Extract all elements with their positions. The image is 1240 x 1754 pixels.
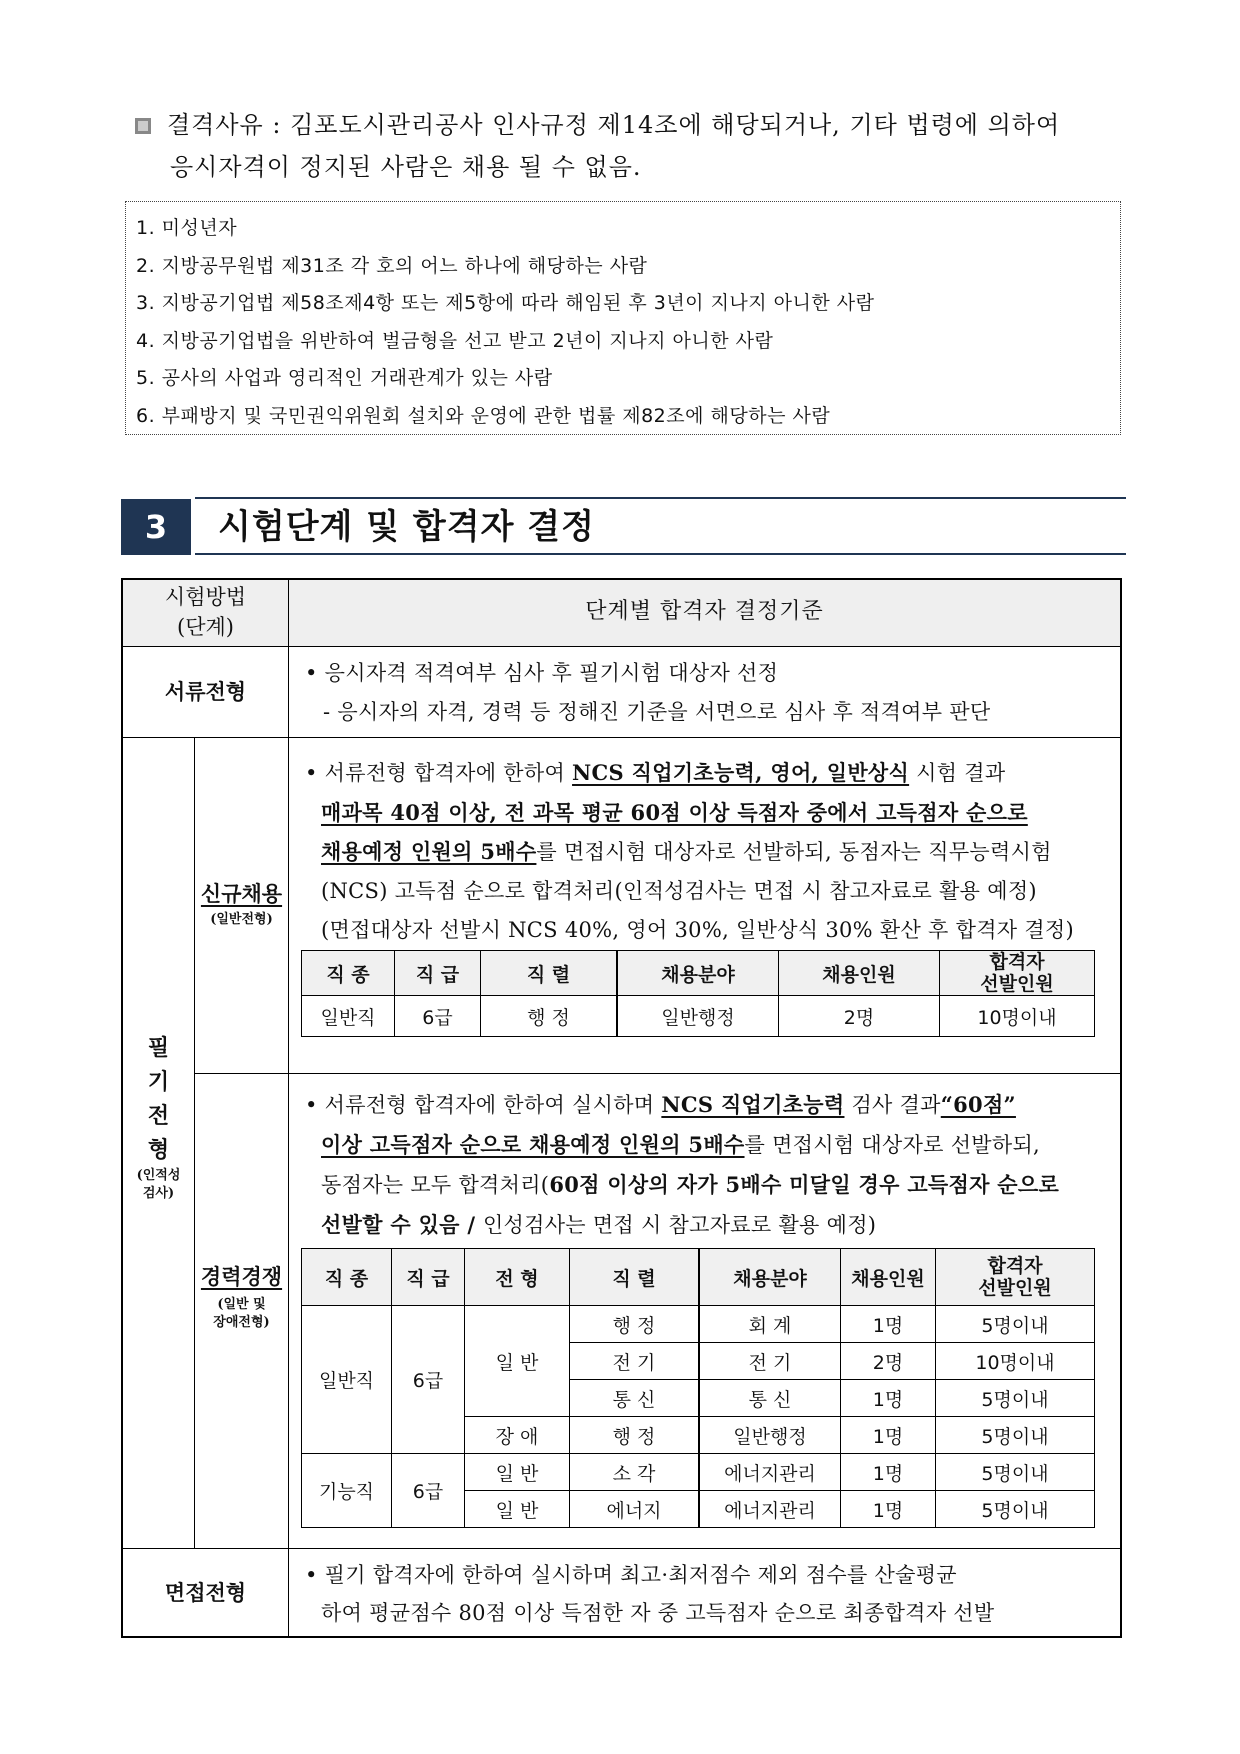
cell: 행 정 <box>570 1306 700 1343</box>
header-method <box>123 582 288 642</box>
stage-interview-label: 면접전형 <box>164 1580 247 1605</box>
cell: 행 정 <box>481 996 618 1037</box>
th-count: 채용인원 <box>779 951 940 996</box>
th-type: 직 종 <box>302 951 395 996</box>
career-label <box>195 1262 288 1332</box>
interview-line-1: • 필기 합격자에 한하여 실시하며 최고·최저점수 제외 점수를 산술평균 <box>305 1563 957 1587</box>
text-emph: 60점 이상의 자가 5배수 미달일 경우 고득점자 순으로 <box>549 1172 1060 1197</box>
cell: 일반직 <box>302 1306 392 1454</box>
cell: 6급 <box>392 1454 465 1528</box>
disqualification-intro <box>135 104 1120 188</box>
th-selected-2: 선발인원 <box>978 1277 1052 1299</box>
cell: 1명 <box>841 1306 936 1343</box>
written-char: 기 <box>147 1069 170 1095</box>
new-hire-line-1 <box>305 753 1115 793</box>
square-bullet-icon <box>135 118 151 134</box>
list-item: 5. 공사의 사업과 영리적인 거래관계가 있는 사람 <box>136 367 553 389</box>
new-hire-line-4: (NCS) 고득점 순으로 합격처리(인적성검사는 면접 시 참고자료로 활용 예정) <box>321 879 1037 903</box>
list-item: 3. 지방공기업법 제58조제4항 또는 제5항에 따라 해임된 후 3년이 지나지 아니한 사람 <box>136 292 875 314</box>
career-quota-table <box>301 1248 1095 1528</box>
cell: 1명 <box>841 1380 936 1417</box>
intro-text-1: 결격사유 : 김포도시관리공사 인사규정 제14조에 해당되거나, 기타 법령에 의하여 <box>167 111 1061 139</box>
header-method-2: (단계) <box>177 615 234 639</box>
cell: 일 반 <box>465 1491 570 1528</box>
cell: 에너지관리 <box>699 1491 841 1528</box>
th-track: 전 형 <box>465 1249 570 1306</box>
cell: 5명이내 <box>936 1306 1095 1343</box>
stage-interview-criteria <box>305 1556 1120 1632</box>
row-divider <box>194 1073 1122 1074</box>
th-field: 채용분야 <box>617 951 779 996</box>
written-char: 형 <box>147 1137 170 1163</box>
disqualification-list <box>125 201 1121 435</box>
new-hire-criteria <box>305 753 1115 950</box>
cell: 일반행정 <box>699 1417 841 1454</box>
written-sub-1: (인적성 <box>136 1168 181 1183</box>
career-sub-1: (일반 및 <box>217 1297 266 1312</box>
doc-line-1: • 응시자격 적격여부 심사 후 필기시험 대상자 선정 <box>305 661 779 685</box>
cell: 일 반 <box>465 1454 570 1491</box>
th-series: 직 렬 <box>570 1249 700 1306</box>
text-emph: 채용예정 인원의 5배수 <box>321 839 537 864</box>
cell: 6급 <box>395 996 481 1037</box>
stage-written-label <box>123 1031 194 1203</box>
row-divider <box>121 737 1122 738</box>
interview-line-2: 하여 평균점수 80점 이상 득점한 자 중 고득점자 순으로 최종합격자 선발 <box>321 1601 995 1625</box>
cell: 2명 <box>841 1343 936 1380</box>
header-criteria: 단계별 합격자 결정기준 <box>585 599 824 624</box>
cell: 통 신 <box>570 1380 700 1417</box>
cell: 전 기 <box>699 1343 841 1380</box>
intro-line-1 <box>135 104 1120 146</box>
table-row <box>302 1249 1095 1306</box>
list-item: 6. 부패방지 및 국민권익위원회 설치와 운영에 관한 법률 제82조에 해당하는 사람 <box>136 404 831 427</box>
cell: 통 신 <box>699 1380 841 1417</box>
th-selected-2: 선발인원 <box>980 973 1054 995</box>
header-method-1: 시험방법 <box>164 585 247 609</box>
cell: 회 계 <box>699 1306 841 1343</box>
new-hire-label <box>195 879 288 929</box>
cell: 1명 <box>841 1417 936 1454</box>
th-type: 직 종 <box>302 1249 392 1306</box>
written-char: 전 <box>147 1103 170 1129</box>
cell: 일반행정 <box>617 996 779 1037</box>
career-line-3 <box>305 1165 1120 1205</box>
cell: 에너지 <box>570 1491 700 1528</box>
text: • 서류전형 합격자에 한하여 실시하며 <box>305 1093 662 1117</box>
cell: 10명이내 <box>936 1343 1095 1380</box>
column-divider <box>288 578 289 1638</box>
text: • 서류전형 합격자에 한하여 <box>305 761 573 785</box>
written-sub-2: 검사) <box>142 1186 175 1201</box>
career-title: 경력경쟁 <box>200 1264 283 1289</box>
cell: 5명이내 <box>936 1454 1095 1491</box>
text: 동점자는 모두 합격처리( <box>321 1173 550 1197</box>
cell: 5명이내 <box>936 1491 1095 1528</box>
section-rule-top <box>195 497 1126 499</box>
th-count: 채용인원 <box>841 1249 936 1306</box>
table-row <box>302 1454 1095 1491</box>
cell: 6급 <box>392 1306 465 1454</box>
new-hire-sub: (일반전형) <box>210 912 273 927</box>
career-line-4 <box>305 1205 1120 1245</box>
th-series: 직 렬 <box>481 951 618 996</box>
text: 시험 결과 <box>909 761 1006 785</box>
text-emph: “60점” <box>940 1092 1016 1117</box>
table-row <box>302 951 1095 996</box>
th-grade: 직 급 <box>395 951 481 996</box>
cell: 2명 <box>779 996 940 1037</box>
intro-line-2: 응시자격이 정지된 사람은 채용 될 수 없음. <box>170 153 642 181</box>
text-emph: 선발할 수 있음 / <box>321 1212 483 1237</box>
career-line-1 <box>305 1085 1120 1125</box>
list-item: 2. 지방공무원법 제31조 각 호의 어느 하나에 해당하는 사람 <box>136 254 648 277</box>
column-divider <box>194 737 195 1548</box>
cell: 5명이내 <box>936 1417 1095 1454</box>
th-selected-1: 합격자 <box>987 1255 1043 1277</box>
written-char: 필 <box>147 1035 170 1061</box>
stage-document-criteria <box>305 654 1115 732</box>
career-criteria <box>305 1085 1120 1245</box>
table-row <box>302 1306 1095 1343</box>
cell: 1명 <box>841 1491 936 1528</box>
section-number-badge: 3 <box>121 499 191 555</box>
cell: 1명 <box>841 1454 936 1491</box>
text: 를 면접시험 대상자로 선발하되, <box>744 1133 1041 1157</box>
new-hire-line-2: 매과목 40점 이상, 전 과목 평균 60점 이상 득점자 중에서 고득점자 순으로 <box>321 800 1028 825</box>
career-line-2 <box>305 1125 1120 1165</box>
stage-document-label: 서류전형 <box>164 679 247 704</box>
th-selected-1: 합격자 <box>989 951 1045 973</box>
cell: 소 각 <box>570 1454 700 1491</box>
cell: 일반직 <box>302 996 395 1037</box>
th-field: 채용분야 <box>699 1249 841 1306</box>
cell: 기능직 <box>302 1454 392 1528</box>
career-sub-2: 장애전형) <box>213 1315 270 1330</box>
text-emph: NCS 직업기초능력 <box>661 1092 845 1117</box>
cell: 장 애 <box>465 1417 570 1454</box>
cell: 10명이내 <box>940 996 1095 1037</box>
text: 를 면접시험 대상자로 선발하되, 동점자는 직무능력시험 <box>536 840 1052 864</box>
new-hire-line-5: (면접대상자 선발시 NCS 40%, 영어 30%, 일반상식 30% 환산 후 합격자 결정) <box>321 918 1075 942</box>
text-emph: 이상 고득점자 순으로 채용예정 인원의 5배수 <box>321 1132 745 1157</box>
text: 검사 결과 <box>844 1093 941 1117</box>
new-hire-quota-table <box>301 950 1095 1037</box>
cell: 행 정 <box>570 1417 700 1454</box>
cell: 전 기 <box>570 1343 700 1380</box>
text-emph: NCS 직업기초능력, 영어, 일반상식 <box>572 760 910 785</box>
row-divider <box>121 1548 1122 1549</box>
doc-line-2: - 응시자의 자격, 경력 등 정해진 기준을 서면으로 심사 후 적격여부 판단 <box>323 700 991 724</box>
th-selected <box>936 1249 1095 1306</box>
new-hire-title: 신규채용 <box>200 881 283 906</box>
table-row <box>302 996 1095 1037</box>
cell: 5명이내 <box>936 1380 1095 1417</box>
cell: 일 반 <box>465 1306 570 1417</box>
list-item: 4. 지방공기업법을 위반하여 벌금형을 선고 받고 2년이 지나지 아니한 사람 <box>136 329 774 352</box>
new-hire-line-3 <box>305 832 1115 872</box>
text: 인성검사는 면접 시 참고자료로 활용 예정) <box>482 1213 877 1237</box>
row-divider <box>121 646 1122 647</box>
th-grade: 직 급 <box>392 1249 465 1306</box>
list-item: 1. 미성년자 <box>136 217 238 239</box>
section-title: 시험단계 및 합격자 결정 <box>218 507 595 547</box>
th-selected <box>940 951 1095 996</box>
cell: 에너지관리 <box>699 1454 841 1491</box>
